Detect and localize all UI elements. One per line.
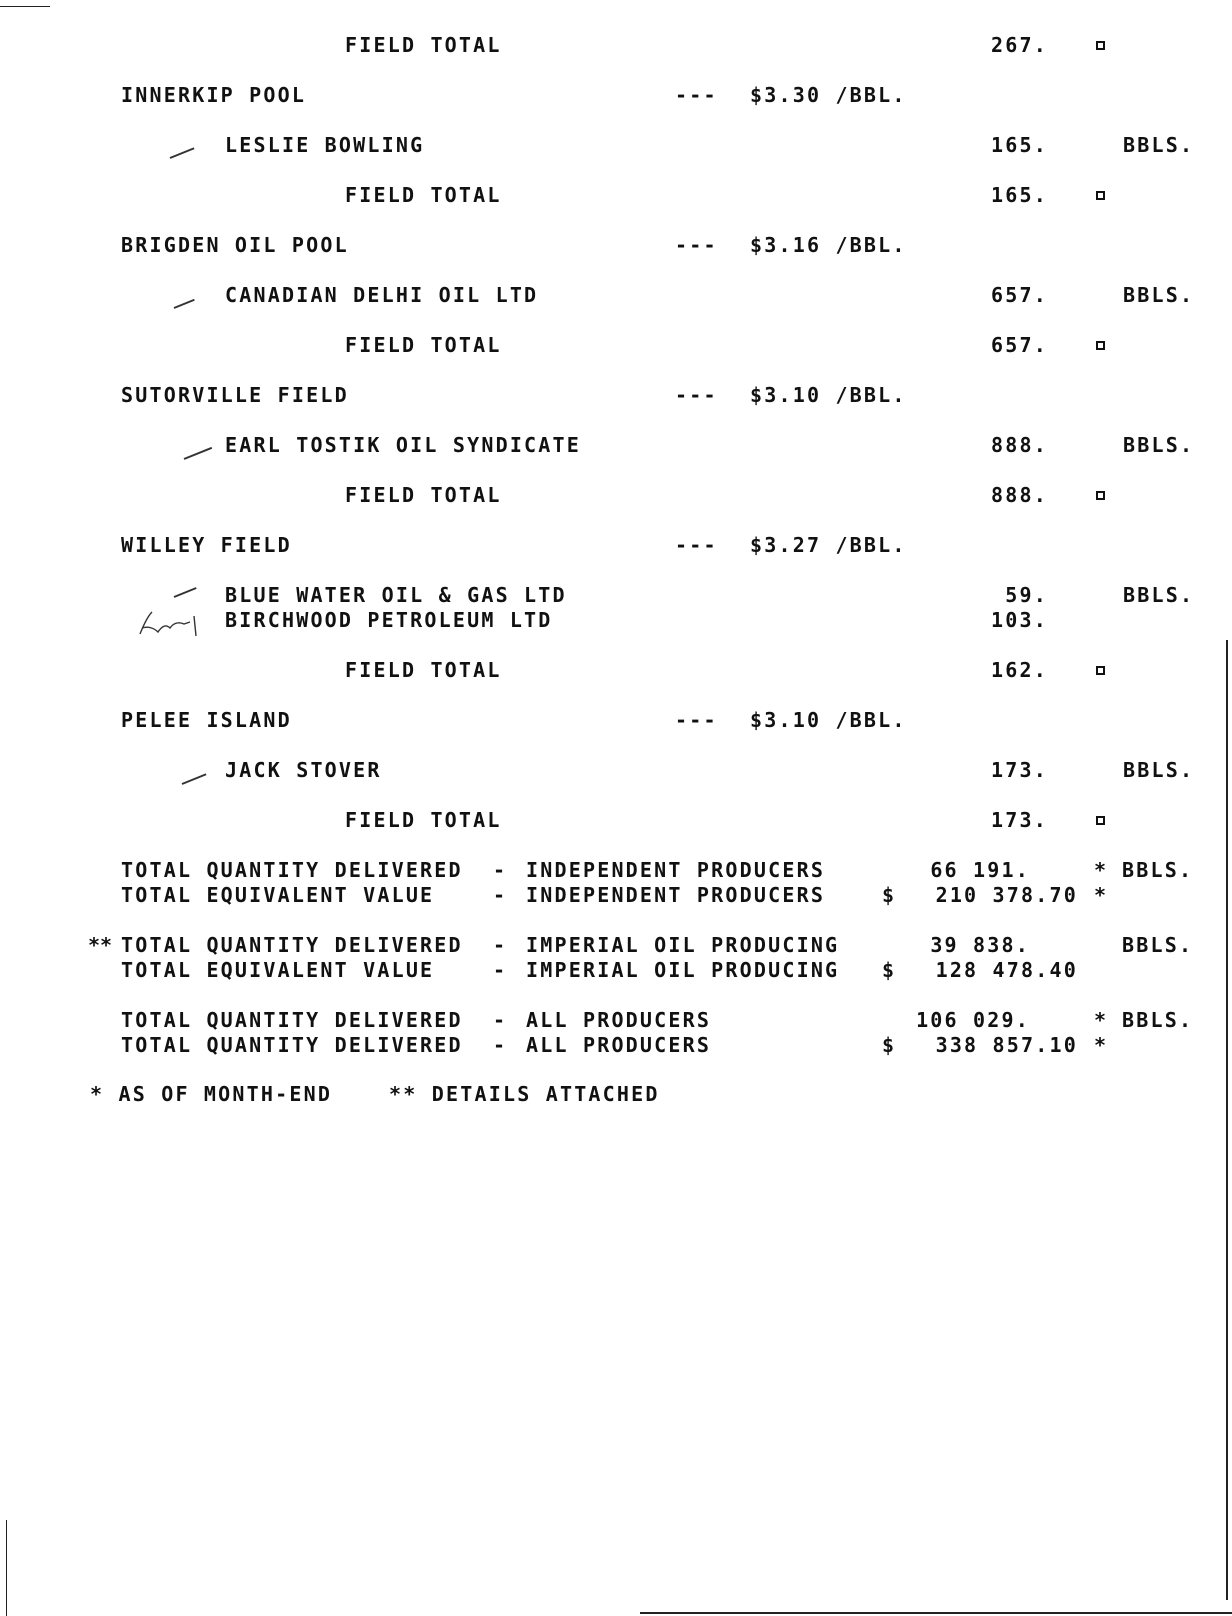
total-box-mark: [1096, 191, 1105, 200]
price-per-barrel: $3.16 /BBL.: [750, 233, 907, 257]
price-per-barrel: $3.27 /BBL.: [750, 533, 907, 557]
total-box-mark: [1096, 491, 1105, 500]
scan-edge-bottom: [640, 1612, 1232, 1614]
field-total-qty: 162.: [991, 658, 1048, 682]
field-name: WILLEY FIELD: [121, 533, 292, 557]
producer-qty: 173.: [991, 758, 1048, 782]
producer-name: BIRCHWOOD PETROLEUM LTD: [225, 608, 553, 632]
unit-label: BBLS.: [1123, 433, 1195, 457]
month-end-asterisk: *: [1094, 1008, 1109, 1032]
field-total-label: FIELD TOTAL: [345, 183, 502, 207]
total-label: TOTAL QUANTITY DELIVERED: [121, 1033, 463, 1057]
dollar-sign: $: [882, 883, 897, 907]
check-mark: [184, 447, 213, 460]
producer-name: EARL TOSTIK OIL SYNDICATE: [225, 433, 582, 457]
check-mark: [174, 299, 195, 309]
producer-name: BLUE WATER OIL & GAS LTD: [225, 583, 567, 607]
producer-name: CANADIAN DELHI OIL LTD: [225, 283, 539, 307]
month-end-asterisk: *: [1094, 858, 1109, 882]
total-box-mark: [1096, 41, 1105, 50]
scan-edge-left: [6, 1520, 7, 1616]
total-value: 338 857.10: [935, 1033, 1078, 1057]
unit-label: BBLS.: [1122, 933, 1194, 957]
check-mark: [170, 147, 195, 159]
producer-qty: 657.: [991, 283, 1048, 307]
field-total-label: FIELD TOTAL: [345, 33, 502, 57]
price-per-barrel: $3.10 /BBL.: [750, 383, 907, 407]
producer-qty: 59.: [1005, 583, 1048, 607]
total-separator: -: [493, 1008, 508, 1032]
total-group: ALL PRODUCERS: [526, 1033, 712, 1057]
total-separator: -: [493, 883, 508, 907]
month-end-asterisk: *: [1094, 883, 1109, 907]
total-box-mark: [1096, 816, 1105, 825]
total-separator: -: [493, 1033, 508, 1057]
field-total-label: FIELD TOTAL: [345, 658, 502, 682]
price-dash: ---: [675, 233, 718, 257]
total-group: ALL PRODUCERS: [526, 1008, 712, 1032]
field-name: INNERKIP POOL: [121, 83, 307, 107]
field-total-qty: 657.: [991, 333, 1048, 357]
footnote: * AS OF MONTH-END ** DETAILS ATTACHED: [90, 1082, 660, 1106]
handwritten-initials: [134, 602, 206, 642]
total-value: 66 191.: [930, 858, 1030, 882]
field-total-label: FIELD TOTAL: [345, 483, 502, 507]
producer-qty: 103.: [991, 608, 1048, 632]
price-dash: ---: [675, 83, 718, 107]
price-per-barrel: $3.10 /BBL.: [750, 708, 907, 732]
unit-label: BBLS.: [1123, 133, 1195, 157]
total-value: 39 838.: [930, 933, 1030, 957]
unit-label: BBLS.: [1123, 283, 1195, 307]
total-group: INDEPENDENT PRODUCERS: [526, 858, 826, 882]
producer-name: JACK STOVER: [225, 758, 382, 782]
total-separator: -: [493, 933, 508, 957]
scan-edge-right: [1226, 640, 1228, 1600]
scan-edge-top: [0, 6, 50, 7]
field-total-qty: 165.: [991, 183, 1048, 207]
producer-qty: 165.: [991, 133, 1048, 157]
total-label: TOTAL QUANTITY DELIVERED: [121, 858, 463, 882]
price-per-barrel: $3.30 /BBL.: [750, 83, 907, 107]
total-box-mark: [1096, 666, 1105, 675]
total-label: TOTAL EQUIVALENT VALUE: [121, 958, 435, 982]
field-name: PELEE ISLAND: [121, 708, 292, 732]
field-total-label: FIELD TOTAL: [345, 808, 502, 832]
unit-label: BBLS.: [1123, 758, 1195, 782]
field-total-qty: 888.: [991, 483, 1048, 507]
total-label: TOTAL QUANTITY DELIVERED: [121, 1008, 463, 1032]
total-separator: -: [493, 958, 508, 982]
month-end-asterisk: *: [1094, 1033, 1109, 1057]
total-label: TOTAL EQUIVALENT VALUE: [121, 883, 435, 907]
dollar-sign: $: [882, 1033, 897, 1057]
field-total-label: FIELD TOTAL: [345, 333, 502, 357]
total-value: 106 029.: [916, 1008, 1030, 1032]
dollar-sign: $: [882, 958, 897, 982]
total-group: IMPERIAL OIL PRODUCING: [526, 958, 840, 982]
check-mark: [182, 773, 207, 785]
total-value: 210 378.70: [935, 883, 1078, 907]
producer-name: LESLIE BOWLING: [225, 133, 425, 157]
details-attached-marker: **: [88, 933, 113, 957]
unit-label: BBLS.: [1122, 1008, 1194, 1032]
price-dash: ---: [675, 383, 718, 407]
field-name: SUTORVILLE FIELD: [121, 383, 349, 407]
total-box-mark: [1096, 341, 1105, 350]
unit-label: BBLS.: [1122, 858, 1194, 882]
total-group: INDEPENDENT PRODUCERS: [526, 883, 826, 907]
total-group: IMPERIAL OIL PRODUCING: [526, 933, 840, 957]
total-separator: -: [493, 858, 508, 882]
total-label: TOTAL QUANTITY DELIVERED: [121, 933, 463, 957]
unit-label: BBLS.: [1123, 583, 1195, 607]
total-value: 128 478.40: [935, 958, 1078, 982]
check-mark: [174, 587, 197, 598]
price-dash: ---: [675, 533, 718, 557]
field-name: BRIGDEN OIL POOL: [121, 233, 349, 257]
field-total-qty: 267.: [991, 33, 1048, 57]
field-total-qty: 173.: [991, 808, 1048, 832]
price-dash: ---: [675, 708, 718, 732]
producer-qty: 888.: [991, 433, 1048, 457]
